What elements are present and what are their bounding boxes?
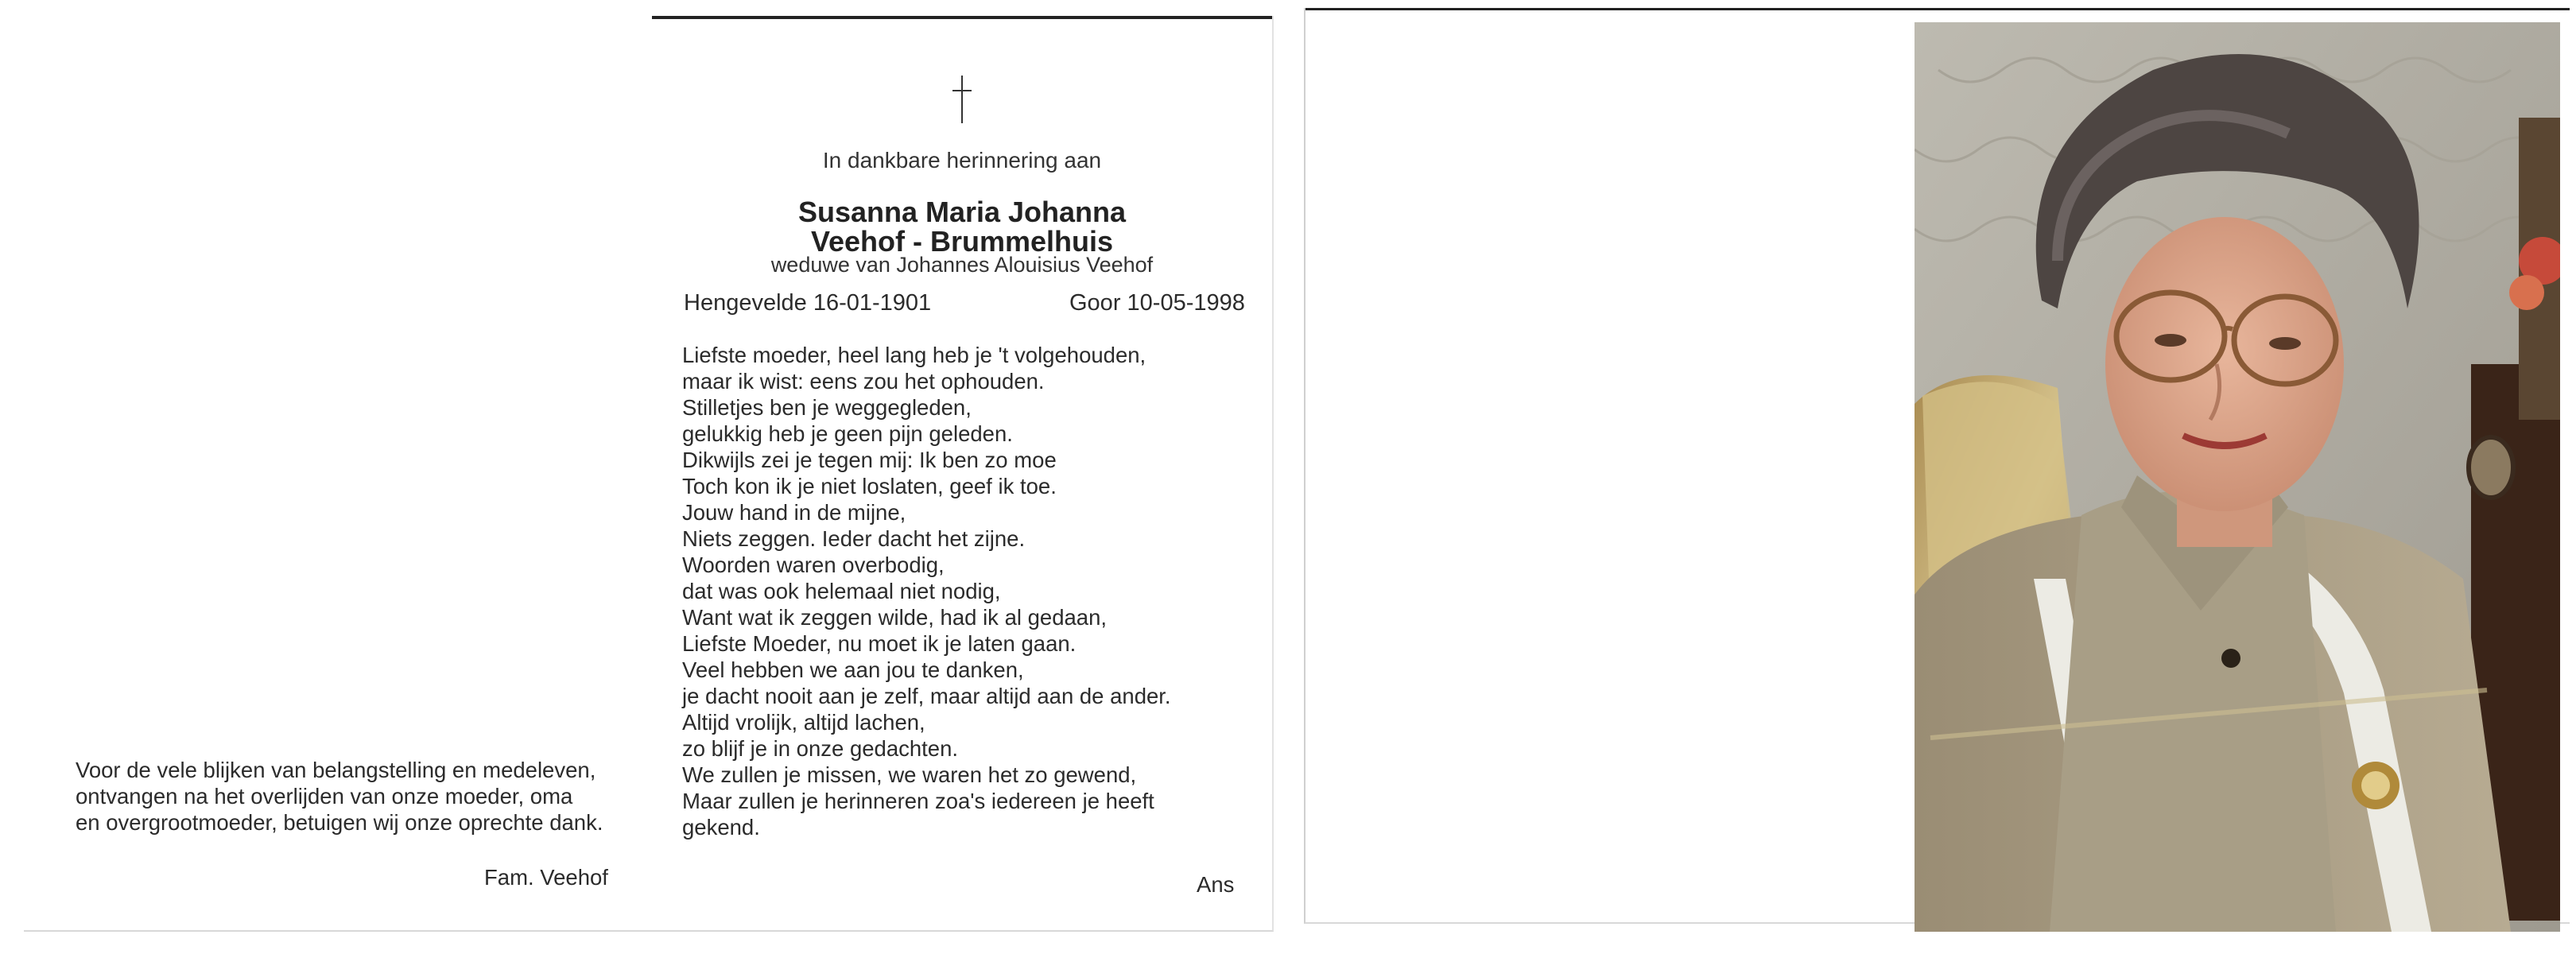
death-place-date: Goor 10-05-1998 — [1069, 290, 1245, 316]
poem — [682, 342, 1255, 840]
card-top-edge — [1305, 8, 2570, 10]
deceased-name-line1: Susanna Maria Johanna — [797, 196, 1127, 228]
birth-place-date: Hengevelde 16-01-1901 — [684, 290, 932, 316]
thanks-line: Voor de vele blijken van belangstelling en medeleven, — [76, 758, 596, 782]
poem-line: Stilletjes ben je weggegleden, — [682, 395, 972, 420]
poem-line: Woorden waren overbodig, — [682, 553, 945, 577]
poem-line: Veel hebben we aan jou te danken, — [682, 657, 1024, 682]
poem-line: Niets zeggen. Ieder dacht het zijne. — [682, 526, 1026, 551]
poem-line: Toch kon ik je niet loslaten, geef ik toe. — [682, 474, 1057, 498]
poem-line: Jouw hand in de mijne, — [682, 500, 906, 525]
poem-line: dat was ook helemaal niet nodig, — [682, 579, 1001, 603]
poem-line: gelukkig heb je geen pijn geleden. — [682, 421, 1013, 446]
poem-line: je dacht nooit aan je zelf, maar altijd aan de ander. — [682, 684, 1171, 708]
poem-line: Dikwijls zei je tegen mij: Ik ben zo moe — [682, 448, 1057, 472]
thanks-line: en overgrootmoeder, betuigen wij onze oprechte dank. — [76, 810, 603, 835]
thanks-message — [76, 757, 632, 836]
poem-line: Altijd vrolijk, altijd lachen, — [682, 710, 925, 735]
cross-icon — [952, 76, 972, 123]
poem-line: Liefste Moeder, nu moet ik je laten gaan. — [682, 631, 1077, 656]
poem-line: We zullen je missen, we waren het zo gewend, — [682, 762, 1137, 787]
poem-line: zo blijf je in onze gedachten. — [682, 736, 959, 761]
poem-author-signature: Ans — [1197, 872, 1235, 897]
poem-line: maar ik wist: eens zou het ophouden. — [682, 369, 1045, 394]
deceased-name-line2: Veehof - Brummelhuis — [810, 225, 1114, 258]
thanks-line: ontvangen na het overlijden van onze moeder, oma — [76, 784, 573, 809]
card-top-edge — [652, 16, 1272, 19]
poem-line: Liefste moeder, heel lang heb je 't volgehouden, — [682, 343, 1146, 367]
poem-line: Maar zullen je herinneren zoa's iedereen je heeft — [682, 789, 1154, 813]
poem-line: Want wat ik zeggen wilde, had ik al gedaan, — [682, 605, 1108, 630]
portrait-photo — [1915, 22, 2560, 932]
family-signature: Fam. Veehof — [484, 865, 608, 890]
widow-line: weduwe van Johannes Alouisius Veehof — [770, 253, 1154, 277]
poem-line: gekend. — [682, 815, 760, 840]
intro-text: In dankbare herinnering aan — [822, 148, 1102, 173]
